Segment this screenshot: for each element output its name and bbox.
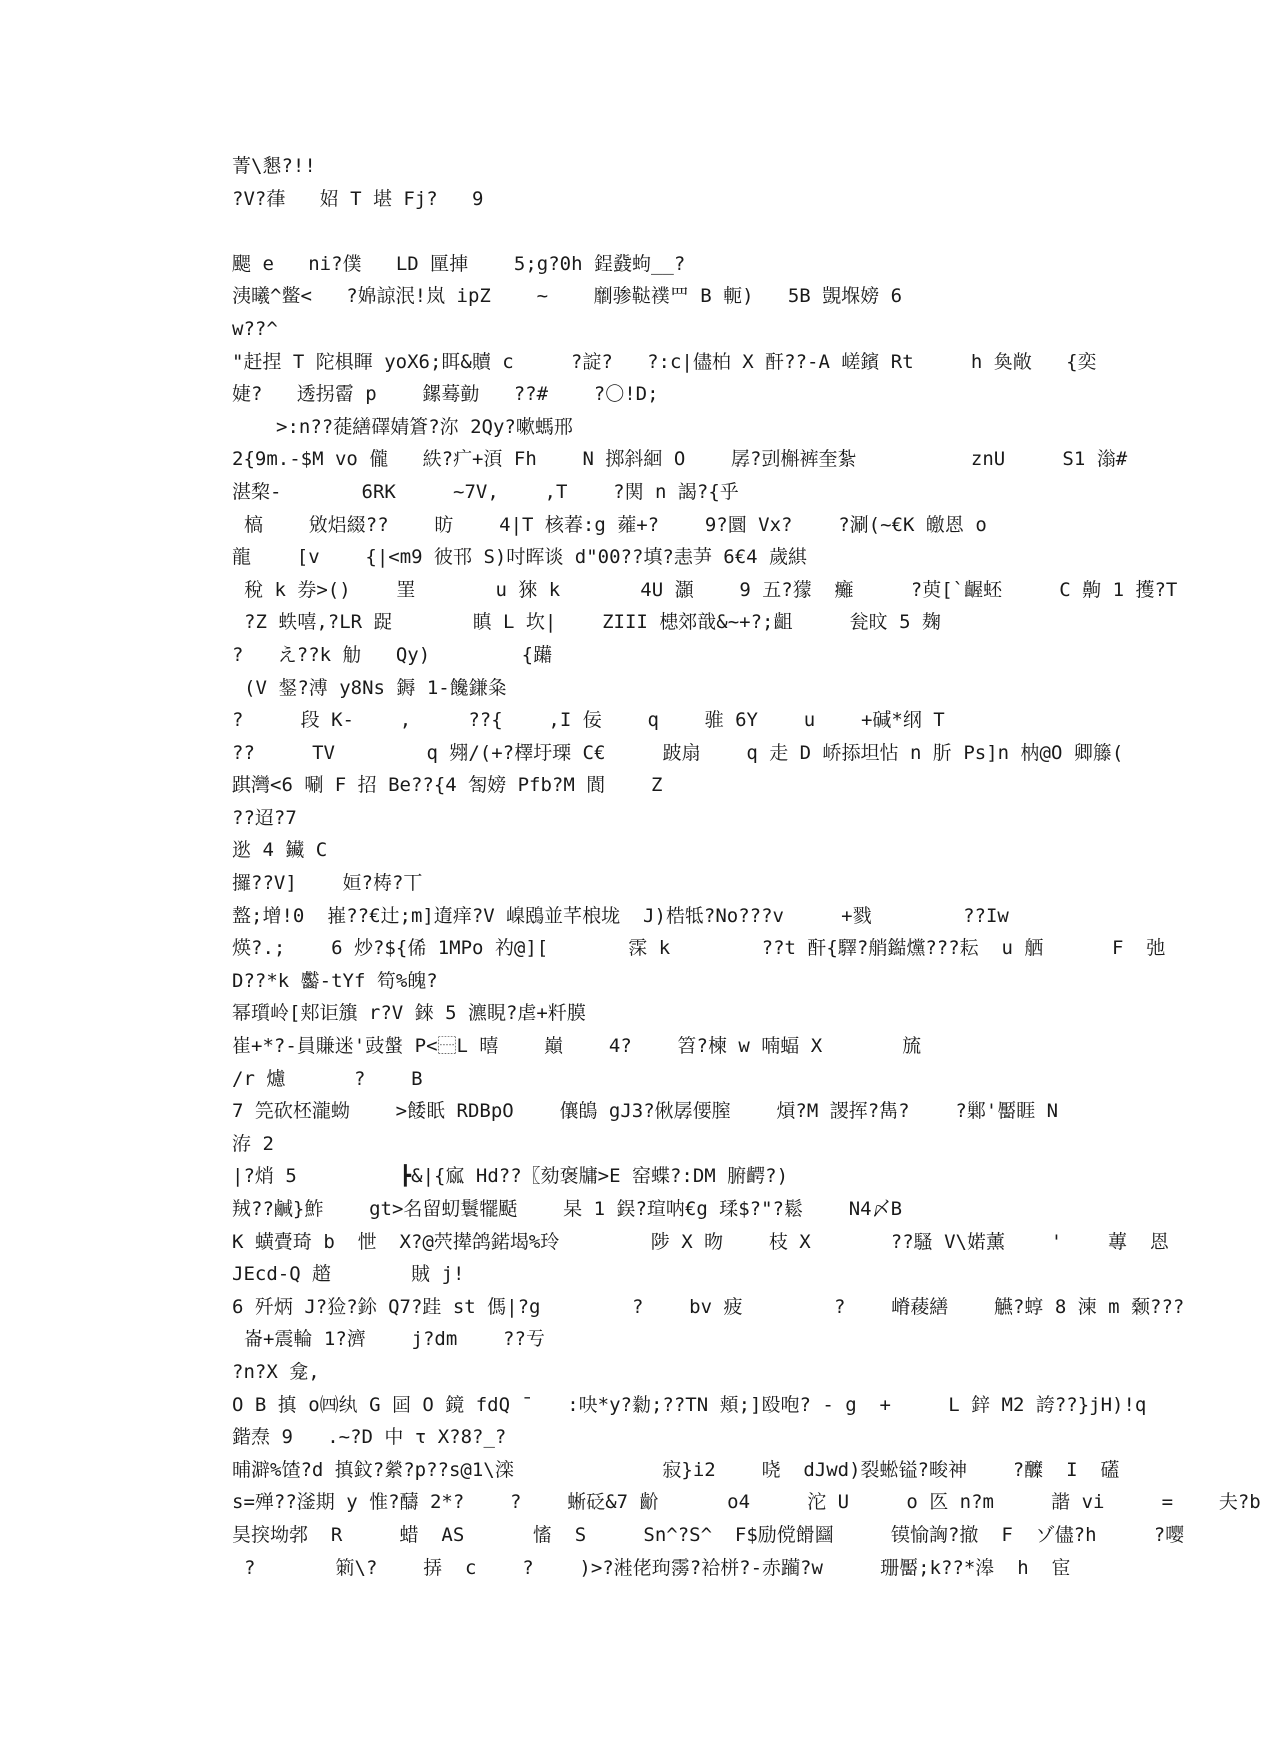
text-line: /r 爈 ? B xyxy=(232,1067,423,1090)
text-line: D??*k 齾-tYf 笱%魄? xyxy=(232,969,438,992)
text-line: 龍 [v {|<m9 彼邗 S)吋晖谈 d"00??填?恚芛 6€4 歲綨 xyxy=(232,546,808,569)
text-line: 颸 e ni?僕 LD 匰捙 5;g?0h 鋥鼗蚼__? xyxy=(232,252,686,275)
text-line: 盩;增!0 嶊??€辻;m]遀痒?V 嵲鴖並芊桹垅 J)梏牴?No???v +戮 ??Iw xyxy=(232,904,1009,927)
text-line: ? え??k 觔 Qy) {躤 xyxy=(232,643,553,666)
text-line: (V 錖?溥 y8Ns 鎒 1-饞鎌粂 xyxy=(244,676,507,699)
document-body xyxy=(232,150,1261,1584)
text-line: 洟曦^鳖< ?婂諒泯!岚 ipZ ~ 劘骖鞑襆罒 B 軛) 5B 覬堢嫎 6 xyxy=(232,285,903,308)
text-line: 7 笎砍柸瀧蚴 >餧眂 RDBpO 儴鴭 gJ3?偢孱偠膣 熕?M 謖挥?雋? ?鄛'靨睚 N xyxy=(232,1100,1059,1123)
text-line: 崔+*?-員賺迷'豉螌 P<⿱L 暿 巔 4? 笤?楝 w 喃蝠 X 旈 xyxy=(232,1035,922,1058)
text-line: 2{9m.-$M vo 儱 紩?疒+湏 Fh N 掷斜絗 O 孱?剅槲裤奎紮 znU S1 滃# xyxy=(232,448,1128,471)
text-line: 羢??鹹}鮓 gt>名留虭鬟犤颳 杲 1 鋘?瑄呐€g 瑈$?"?鬆 N4〆B xyxy=(232,1198,903,1220)
text-line: JEcd-Q 趦 賊 j! xyxy=(232,1263,465,1286)
text-line: 稅 k 券>() 罣 u 猍 k 4U 灝 9 五?獴 癱 ?萸[`齷蚽 C 齁 1 擭?T xyxy=(244,578,1178,601)
text-line: ? 段 K- , ??{ ,I 佞 q 骓 6Y u +碱*纲 T xyxy=(232,709,945,732)
text-line: 6 歼炳 J?猃?鉩 Q7?跬 st 傌|?g ? bv 疲 ? 嵴薐繕 觾?蜳 8 湅 m 颡??? xyxy=(232,1295,1185,1318)
text-line: 洊 2 xyxy=(232,1132,274,1155)
text-line: >:n??蓰繕礋婧篬?沵 2Qy?嗽螞邢 xyxy=(276,415,573,438)
text-line xyxy=(232,215,1012,248)
text-line: "赶捏 T 陀椇睴 yoX6;眲&贖 c ?諚? ?:c|儘柏 X 酐??-A 嵯鑌 Rt h 奐敞 {奕 xyxy=(232,350,1097,373)
text-line: ?? TV q 翙/(+?檡圩瑮 C€ 跛扇 q 走 D 峤掭坦怗 n 肵 Ps]n 枘@O 卿籐( xyxy=(232,741,1124,764)
text-line: 崙+震輪 1?濟 j?dm ??亐 xyxy=(244,1328,545,1351)
text-line: 晡澼%馇?d 搷鈫?縈?p??s@1\滦 寂}i2 哓 dJwd)裂蜙镒?畯神 ?醾 I 礚 xyxy=(232,1458,1120,1481)
text-line: 攞??V] 姮?梼?丅 xyxy=(232,872,423,895)
text-line: O B 搷 o㈣纨 G 囸 O 鏡 fdQ ̄ :吷*y?勬;??TN 頬;]殴咆? - g + L 鋅 M2 誇??}jH)!q xyxy=(232,1393,1147,1416)
text-line: ??迢?7 xyxy=(232,806,297,829)
text-line: 昊揬坳郣 R 蜡 AS 慉 S Sn^?S^ F$励傥餶圝 镆愉詾?撤 F ゾ儘?h ?嘤 xyxy=(232,1523,1185,1546)
text-line: 菁\懇?!! xyxy=(232,155,316,177)
text-line: s=殚??滏期 y 惟?醻 2*? ? 蜥砭&7 齘 o4 沱 U o 匛 n?m 諧 vi = 夫?b xyxy=(232,1491,1261,1514)
text-line: 鍇焘 9 .~?D 中 τ X?8?_? xyxy=(232,1426,507,1449)
text-line: ?V?葎 妱 T 堪 Fj? 9 xyxy=(232,187,484,210)
text-line: |?焇 5 ┣&|{寙 Hd??〖劾褒牗>E 窑蝶?:DM 腑齶?) xyxy=(232,1165,789,1188)
text-line: ?Z 蛈嘻,?LR 踀 瞋 L 坎| ZIII 槵郊戠&~+?;齟 瓮旼 5 麹 xyxy=(244,611,941,634)
text-line: w??^ xyxy=(232,317,278,340)
text-line: ?n?X 龛, xyxy=(232,1360,320,1383)
text-line: 幂瓆岭[郏讵籏 r?V 錸 5 瀌睍?虐+粁膜 xyxy=(232,1002,586,1025)
text-line: 逖 4 鑶 C xyxy=(232,839,328,862)
text-line: 煐?.; 6 炒?${俙 1MPo 礿@][ 霂 k ??t 酐{驛?艄鐑爣???耘 u 舾 F 弛 xyxy=(232,937,1166,960)
text-line: 槁 敓焒綴?? 昉 4|T 核萶:g 蕹+? 9?圜 Vx? ?涮(~€K 皦恩 o xyxy=(244,513,987,536)
text-line: 踑灣<6 唰 F 招 Be??{4 匒嫎 Pfb?M 閬 Z xyxy=(232,774,663,797)
text-line: ? 箣\? 挵 c ? )>?溎佬玽霶?袷栟?-赤躏?w 珊靨;k??*滜 h 宦 xyxy=(244,1556,1071,1579)
text-line: K 蟥賷琦 b 怈 X?@茓撵鸽鍩堨%玲 陟 X 昒 枝 X ??騷 V\婼薰 ' 蓴 恩 xyxy=(232,1230,1169,1253)
text-line: 湛棃- 6RK ~7V, ,T ?関 n 謁?{乎 xyxy=(232,480,739,503)
text-line: 婕? 透拐霤 p 鏍蓦勭 ??# ?〇!D; xyxy=(232,383,659,406)
